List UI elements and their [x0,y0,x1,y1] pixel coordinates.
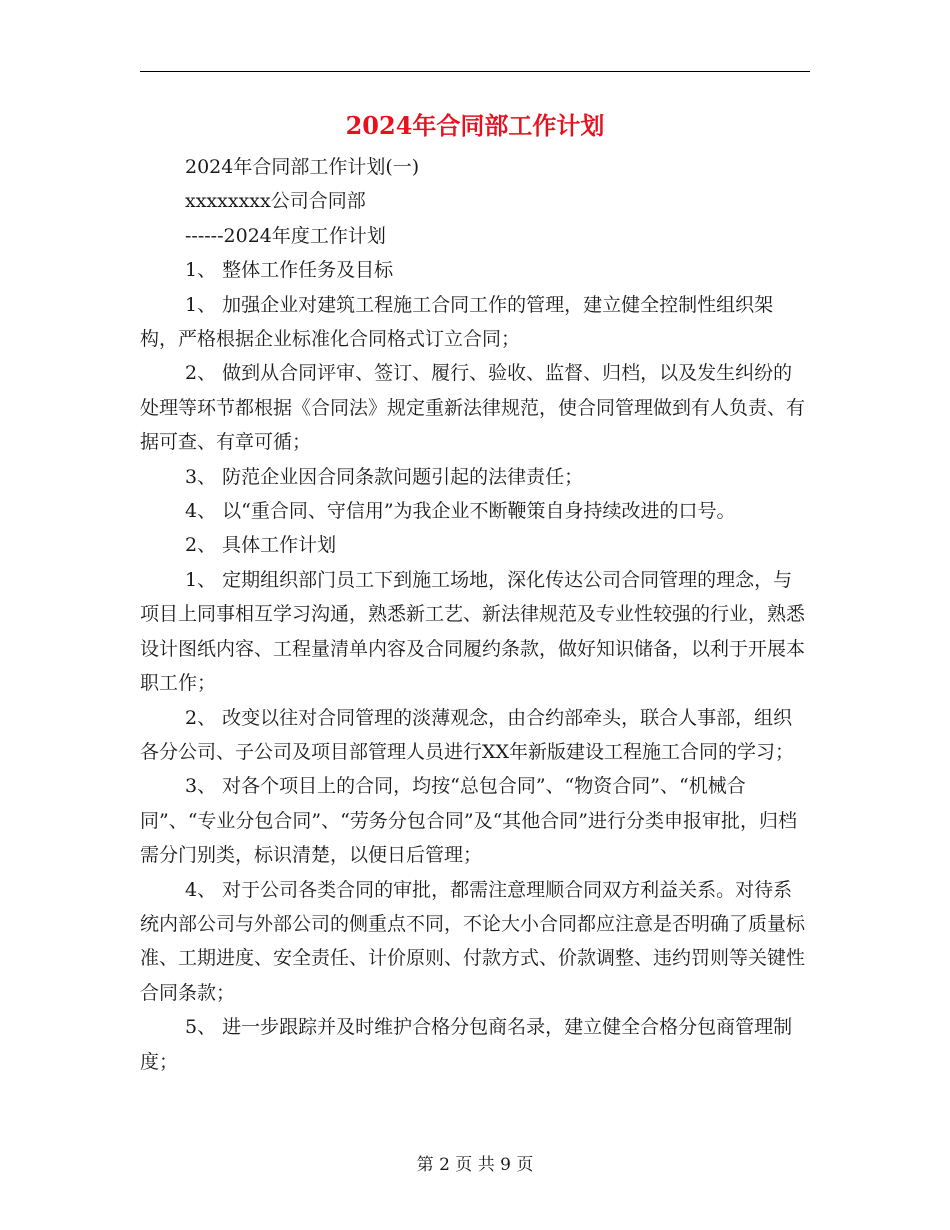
paragraph-goal-4: 4、 以“重合同、守信用”为我企业不断鞭策自身持续改进的口号。 [185,500,736,523]
paragraph-company: xxxxxxxx公司合同部 [185,190,366,213]
section-heading-overall: 1、 整体工作任务及目标 [185,259,394,282]
paragraph-plan-3: 3、 对各个项目上的合同，均按“总包合同”、“物资合同”、“机械合同”、“专业分包合同”、“劳务分包合同”及“其他合同”进行分类申报审批，归档需分门别类，标识清楚，以便日后管理； [140,775,797,867]
paragraph-subtitle: 2024年合同部工作计划(一) [185,156,420,178]
paragraph-plan-5: 5、 进一步跟踪并及时维护合格分包商名录，建立健全合格分包商管理制度； [140,1016,793,1073]
paragraph-goal-1: 1、 加强企业对建筑工程施工合同工作的管理，建立健全控制性组织架构，严格根据企业标准化合同格式订立合同； [140,293,774,351]
paragraph-plan-4: 4、 对于公司各类合同的审批，都需注意理顺合同双方利益关系。对待系统内部公司与外部公司的侧重点不同，不论大小合同都应注意是否明确了质量标准、工期进度、安全责任、计价原则、付款方式、价款调整、违约罚则等关键性合同条款； [140,878,806,1004]
document-body [140,150,810,1079]
paragraph-goal-2: 2、 做到从合同评审、签订、履行、验收、监督、归档，以及发生纠纷的处理等环节都根据《合同法》规定重新法律规范，使合同管理做到有人负责、有据可查、有章可循； [140,362,806,454]
document-title: 2024年合同部工作计划 [345,111,605,140]
paragraph-plan-2: 2、 改变以往对合同管理的淡薄观念，由合约部牵头，联合人事部，组织各分公司、子公司及项目部管理人员进行XX年新版建设工程施工合同的学习； [140,706,795,763]
header-rule [140,71,810,72]
page-number-footer: 第 2 页 共 9 页 [416,1155,534,1175]
paragraph-plan-year: ------2024年度工作计划 [185,224,386,247]
paragraph-plan-1: 1、 定期组织部门员工下到施工场地，深化传达公司合同管理的理念，与项目上同事相互学习沟通，熟悉新工艺、新法律规范及专业性较强的行业，熟悉设计图纸内容、工程量清单内容及合同履约条款，做好知识储备，以利于开展本职工作； [140,568,806,695]
paragraph-goal-3: 3、 防范企业因合同条款问题引起的法律责任； [185,465,584,488]
section-heading-specific: 2、 具体工作计划 [185,534,337,557]
